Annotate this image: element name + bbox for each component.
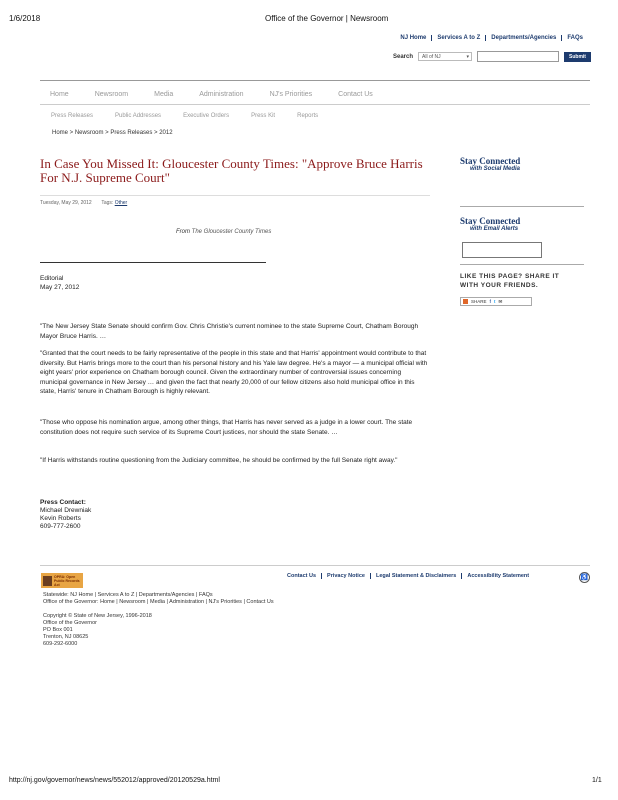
top-nav-nj-home[interactable]: NJ Home — [400, 35, 427, 41]
sub-nav-press-releases[interactable]: Press Releases — [51, 113, 94, 119]
search-bar — [393, 51, 591, 62]
opra-logo[interactable] — [41, 573, 83, 588]
share-button[interactable] — [460, 297, 532, 306]
main-nav — [50, 91, 399, 98]
top-nav-services[interactable]: Services A to Z — [431, 35, 485, 41]
divider — [40, 262, 266, 263]
divider — [40, 565, 590, 566]
page-title: In Case You Missed It: Gloucester County Times: "Approve Bruce Harris For N.J. Supreme Court" — [40, 156, 423, 185]
share-icon — [463, 299, 468, 304]
sub-nav-executive-orders[interactable]: Executive Orders — [183, 113, 230, 119]
sub-nav-public-addresses[interactable]: Public Addresses — [115, 113, 162, 119]
share-prompt-line: WITH YOUR FRIENDS. — [460, 282, 539, 289]
statewide-links[interactable]: Statewide: NJ Home | Services A to Z | Departments/Agencies | FAQs — [43, 592, 213, 598]
article-section: Editorial — [40, 275, 64, 282]
search-scope-value: All of NJ — [422, 53, 441, 60]
share-prompt-line: LIKE THIS PAGE? SHARE IT — [460, 273, 560, 280]
divider — [40, 80, 590, 81]
article-paragraph: "Granted that the court needs to be fairly representative of the people in this state and that Harris' appointment would contribute to that diversity. But Harris brings more to the court than his personal history and his Yale law degree. He's a mayor — a municipal official with eight years' prior experience on Chatham borough council. Given the extraordinary number of controversial issues concerning municipal governance in New Jersey … and given the fact that nearly 20,000 of our fellow citizens also hold municipal office in this state, Harris' tenure in Chatham Borough is highly relevant. — [40, 350, 428, 395]
opra-line: Public Records Act — [54, 578, 80, 587]
sub-nav — [51, 113, 340, 119]
print-title: Office of the Governor | Newsroom — [265, 14, 389, 23]
opra-line: OPRA: Open — [54, 574, 76, 579]
footer-links — [287, 573, 534, 579]
main-nav-priorities[interactable]: NJ's Priorities — [269, 91, 313, 98]
from-source: The Gloucester County Times — [191, 229, 272, 235]
address-line: PO Box 001 — [43, 627, 73, 633]
article-paragraph: "The New Jersey State Senate should confirm Gov. Chris Christie's current nominee to the state Supreme Court, Chatham Borough Mayor Bruce Harris. … — [40, 323, 419, 340]
address-line: Office of the Governor — [43, 620, 98, 626]
search-submit-button[interactable]: Submit — [564, 52, 591, 62]
tag-link[interactable]: Other — [114, 200, 128, 206]
email-alert-input[interactable] — [462, 242, 542, 258]
from-label: From — [176, 229, 190, 235]
footer-contact-us[interactable]: Contact Us — [287, 573, 317, 579]
address — [43, 620, 97, 648]
press-contact — [40, 499, 430, 531]
share-prompt — [460, 272, 559, 290]
main-nav-contact[interactable]: Contact Us — [338, 91, 373, 98]
opra-icon — [43, 576, 52, 586]
contact-phone: 609-777-2600 — [40, 523, 81, 530]
breadcrumb[interactable]: Home > Newsroom > Press Releases > 2012 — [52, 130, 173, 136]
divider — [460, 264, 584, 265]
print-url: http://nj.gov/governor/news/news/552012/approved/20120529a.html — [9, 777, 220, 784]
sub-nav-reports[interactable]: Reports — [297, 113, 319, 119]
print-page: 1/1 — [592, 777, 602, 784]
main-nav-home[interactable]: Home — [50, 91, 69, 98]
search-input[interactable] — [477, 51, 559, 62]
main-nav-administration[interactable]: Administration — [199, 91, 244, 98]
top-nav-departments[interactable]: Departments/Agencies — [485, 35, 561, 41]
search-label: Search — [393, 53, 414, 60]
address-line: Trenton, NJ 08625 — [43, 634, 89, 640]
article-pub-date: May 27, 2012 — [40, 284, 80, 291]
copyright: Copyright © State of New Jersey, 1996-2018 — [43, 613, 152, 619]
contact-name: Kevin Roberts — [40, 515, 81, 522]
tags-label: Tags: — [101, 200, 114, 206]
print-date: 1/6/2018 — [9, 14, 41, 23]
footer-legal-statement[interactable]: Legal Statement & Disclaimers — [370, 573, 461, 579]
divider — [40, 195, 430, 196]
facebook-icon: f — [489, 299, 492, 304]
email-icon: ✉ — [498, 298, 503, 304]
article-meta — [40, 200, 127, 206]
article-date: Tuesday, May 29, 2012 — [40, 200, 92, 206]
footer-privacy-notice[interactable]: Privacy Notice — [321, 573, 370, 579]
divider — [40, 104, 590, 105]
contact-name: Michael Drewniak — [40, 507, 92, 514]
address-line: 609-292-6000 — [43, 641, 78, 647]
social-media-block[interactable] — [460, 156, 520, 172]
email-alerts-block — [460, 216, 520, 232]
social-media-link[interactable]: with Social Media — [470, 166, 521, 172]
twitter-icon: t — [494, 299, 496, 304]
article-paragraph: "Those who oppose his nomination argue, among other things, that Harris has never served as a judge in a lower court. The state constitution does not require such service of its Supreme Court justices, nor should the state Senate. … — [40, 419, 413, 436]
chevron-down-icon: ▾ — [466, 53, 470, 60]
press-contact-label: Press Contact: — [40, 499, 86, 506]
share-label: SHARE — [471, 299, 487, 304]
divider — [460, 206, 584, 207]
top-nav — [395, 35, 588, 41]
from-line — [176, 229, 271, 235]
top-nav-faqs[interactable]: FAQs — [561, 35, 588, 41]
footer-accessibility[interactable]: Accessibility Statement — [461, 573, 534, 579]
sub-nav-press-kit[interactable]: Press Kit — [251, 113, 276, 119]
opra-text — [54, 575, 83, 587]
stay-connected-title: Stay Connected — [460, 216, 521, 226]
search-scope-select[interactable] — [418, 52, 472, 61]
stay-connected-title: Stay Connected — [460, 156, 521, 166]
email-alerts-label: with Email Alerts — [470, 226, 519, 232]
accessibility-icon[interactable]: ♿ — [579, 572, 590, 583]
main-nav-newsroom[interactable]: Newsroom — [94, 91, 129, 98]
office-links[interactable]: Office of the Governor: Home | Newsroom | Media | Administration | NJ's Priorities | Contact Us — [43, 599, 274, 605]
article-paragraph: "If Harris withstands routine questioning from the Judiciary committee, he should be confirmed by the full Senate right away." — [40, 457, 398, 464]
main-nav-media[interactable]: Media — [154, 91, 174, 98]
